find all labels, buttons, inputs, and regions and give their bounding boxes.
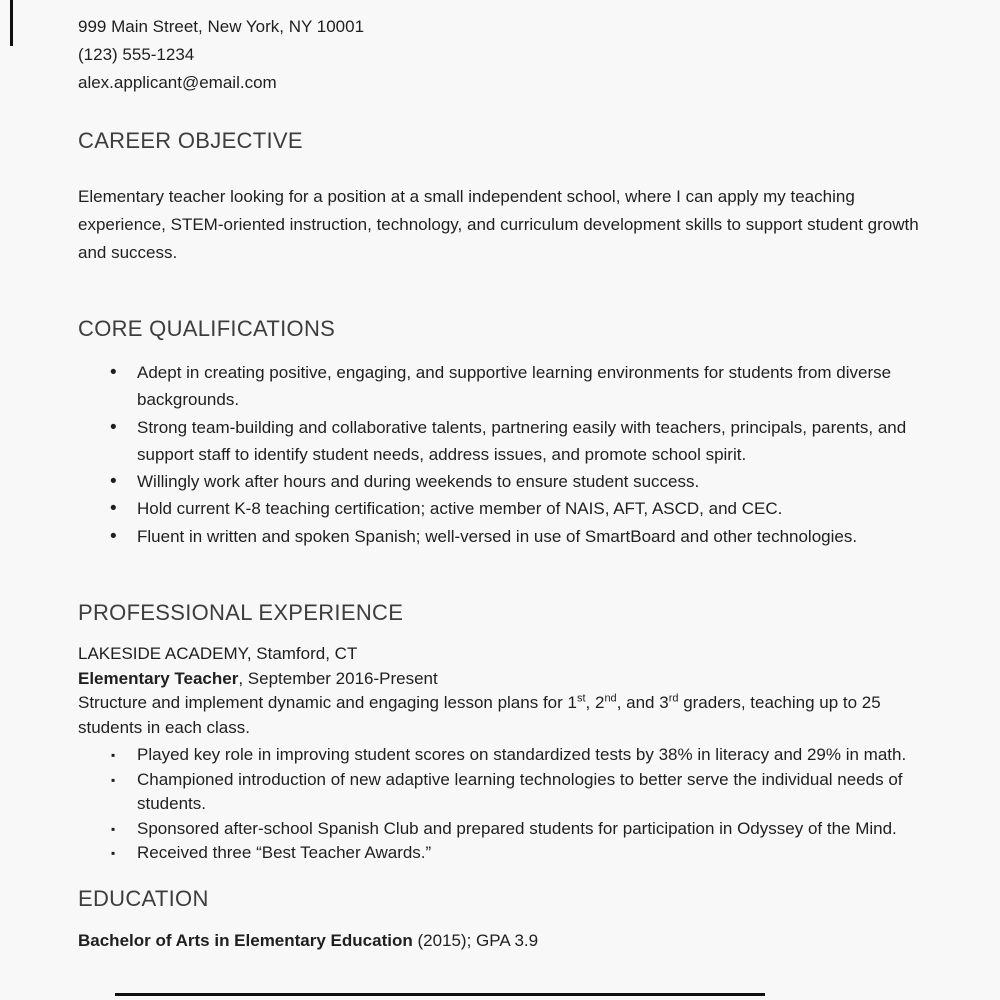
- job-title-line: [78, 667, 930, 692]
- summary-text: Structure and implement dynamic and engaging lesson plans for 1: [78, 693, 577, 713]
- ordinal-superscript: rd: [668, 692, 679, 705]
- list-item: • Fluent in written and spoken Spanish; well-versed in use of SmartBoard and other technologies.: [78, 523, 930, 550]
- job-title: Elementary Teacher: [78, 668, 239, 688]
- section-heading-core-qualifications: CORE QUALIFICATIONS: [78, 316, 336, 341]
- ordinal-superscript: st: [576, 692, 586, 705]
- ordinal-superscript: nd: [604, 692, 617, 705]
- job-summary: [78, 691, 930, 740]
- degree-details: (2015); GPA 3.9: [412, 930, 539, 950]
- career-objective-paragraph: Elementary teacher looking for a position at a small independent school, where I can apply my teaching experience, STEM-oriented instruction, technology, and curriculum development skills to support student growth and success.: [78, 187, 919, 262]
- section-heading-career-objective: CAREER OBJECTIVE: [78, 128, 303, 153]
- list-item: ▪ Received three “Best Teacher Awards.”: [78, 841, 930, 866]
- contact-address: 999 Main Street, New York, NY 10001: [78, 17, 365, 36]
- list-item: ▪ Played key role in improving student scores on standardized tests by 38% in literacy and 29% in math.: [78, 743, 930, 768]
- degree-line: [78, 928, 930, 953]
- contact-phone: (123) 555-1234: [78, 45, 195, 64]
- list-item: • Willingly work after hours and during weekends to ensure student success.: [78, 468, 930, 495]
- list-item: • Hold current K-8 teaching certification; active member of NAIS, AFT, ASCD, and CEC.: [78, 495, 930, 522]
- degree-title: Bachelor of Arts in Elementary Education: [78, 930, 413, 950]
- summary-text: graders, teaching up to 25 students in each class.: [78, 693, 881, 737]
- core-qualifications-list: [78, 359, 930, 550]
- page-bottom-border-fragment: [115, 993, 765, 996]
- summary-text: , and 3: [616, 693, 669, 713]
- employer-line: LAKESIDE ACADEMY, Stamford, CT: [78, 644, 358, 664]
- contact-block: [78, 13, 930, 97]
- section-heading-professional-experience: PROFESSIONAL EXPERIENCE: [78, 600, 404, 626]
- list-item: • Adept in creating positive, engaging, and supportive learning environments for students from diverse backgrounds.: [78, 359, 930, 414]
- list-item: • Strong team-building and collaborative talents, partnering easily with teachers, principals, parents, and support staff to identify student needs, address issues, and promote school spirit.: [78, 414, 930, 469]
- summary-text: , 2: [585, 693, 605, 713]
- list-item: ▪ Sponsored after-school Spanish Club and prepared students for participation in Odyssey of the Mind.: [78, 817, 930, 842]
- section-heading-education: EDUCATION: [78, 885, 209, 911]
- job-dates: , September 2016-Present: [238, 668, 438, 688]
- professional-experience-list: [78, 743, 930, 866]
- list-item: ▪ Championed introduction of new adaptive learning technologies to better serve the individual needs of students.: [78, 768, 930, 817]
- contact-email: alex.applicant@email.com: [78, 73, 277, 92]
